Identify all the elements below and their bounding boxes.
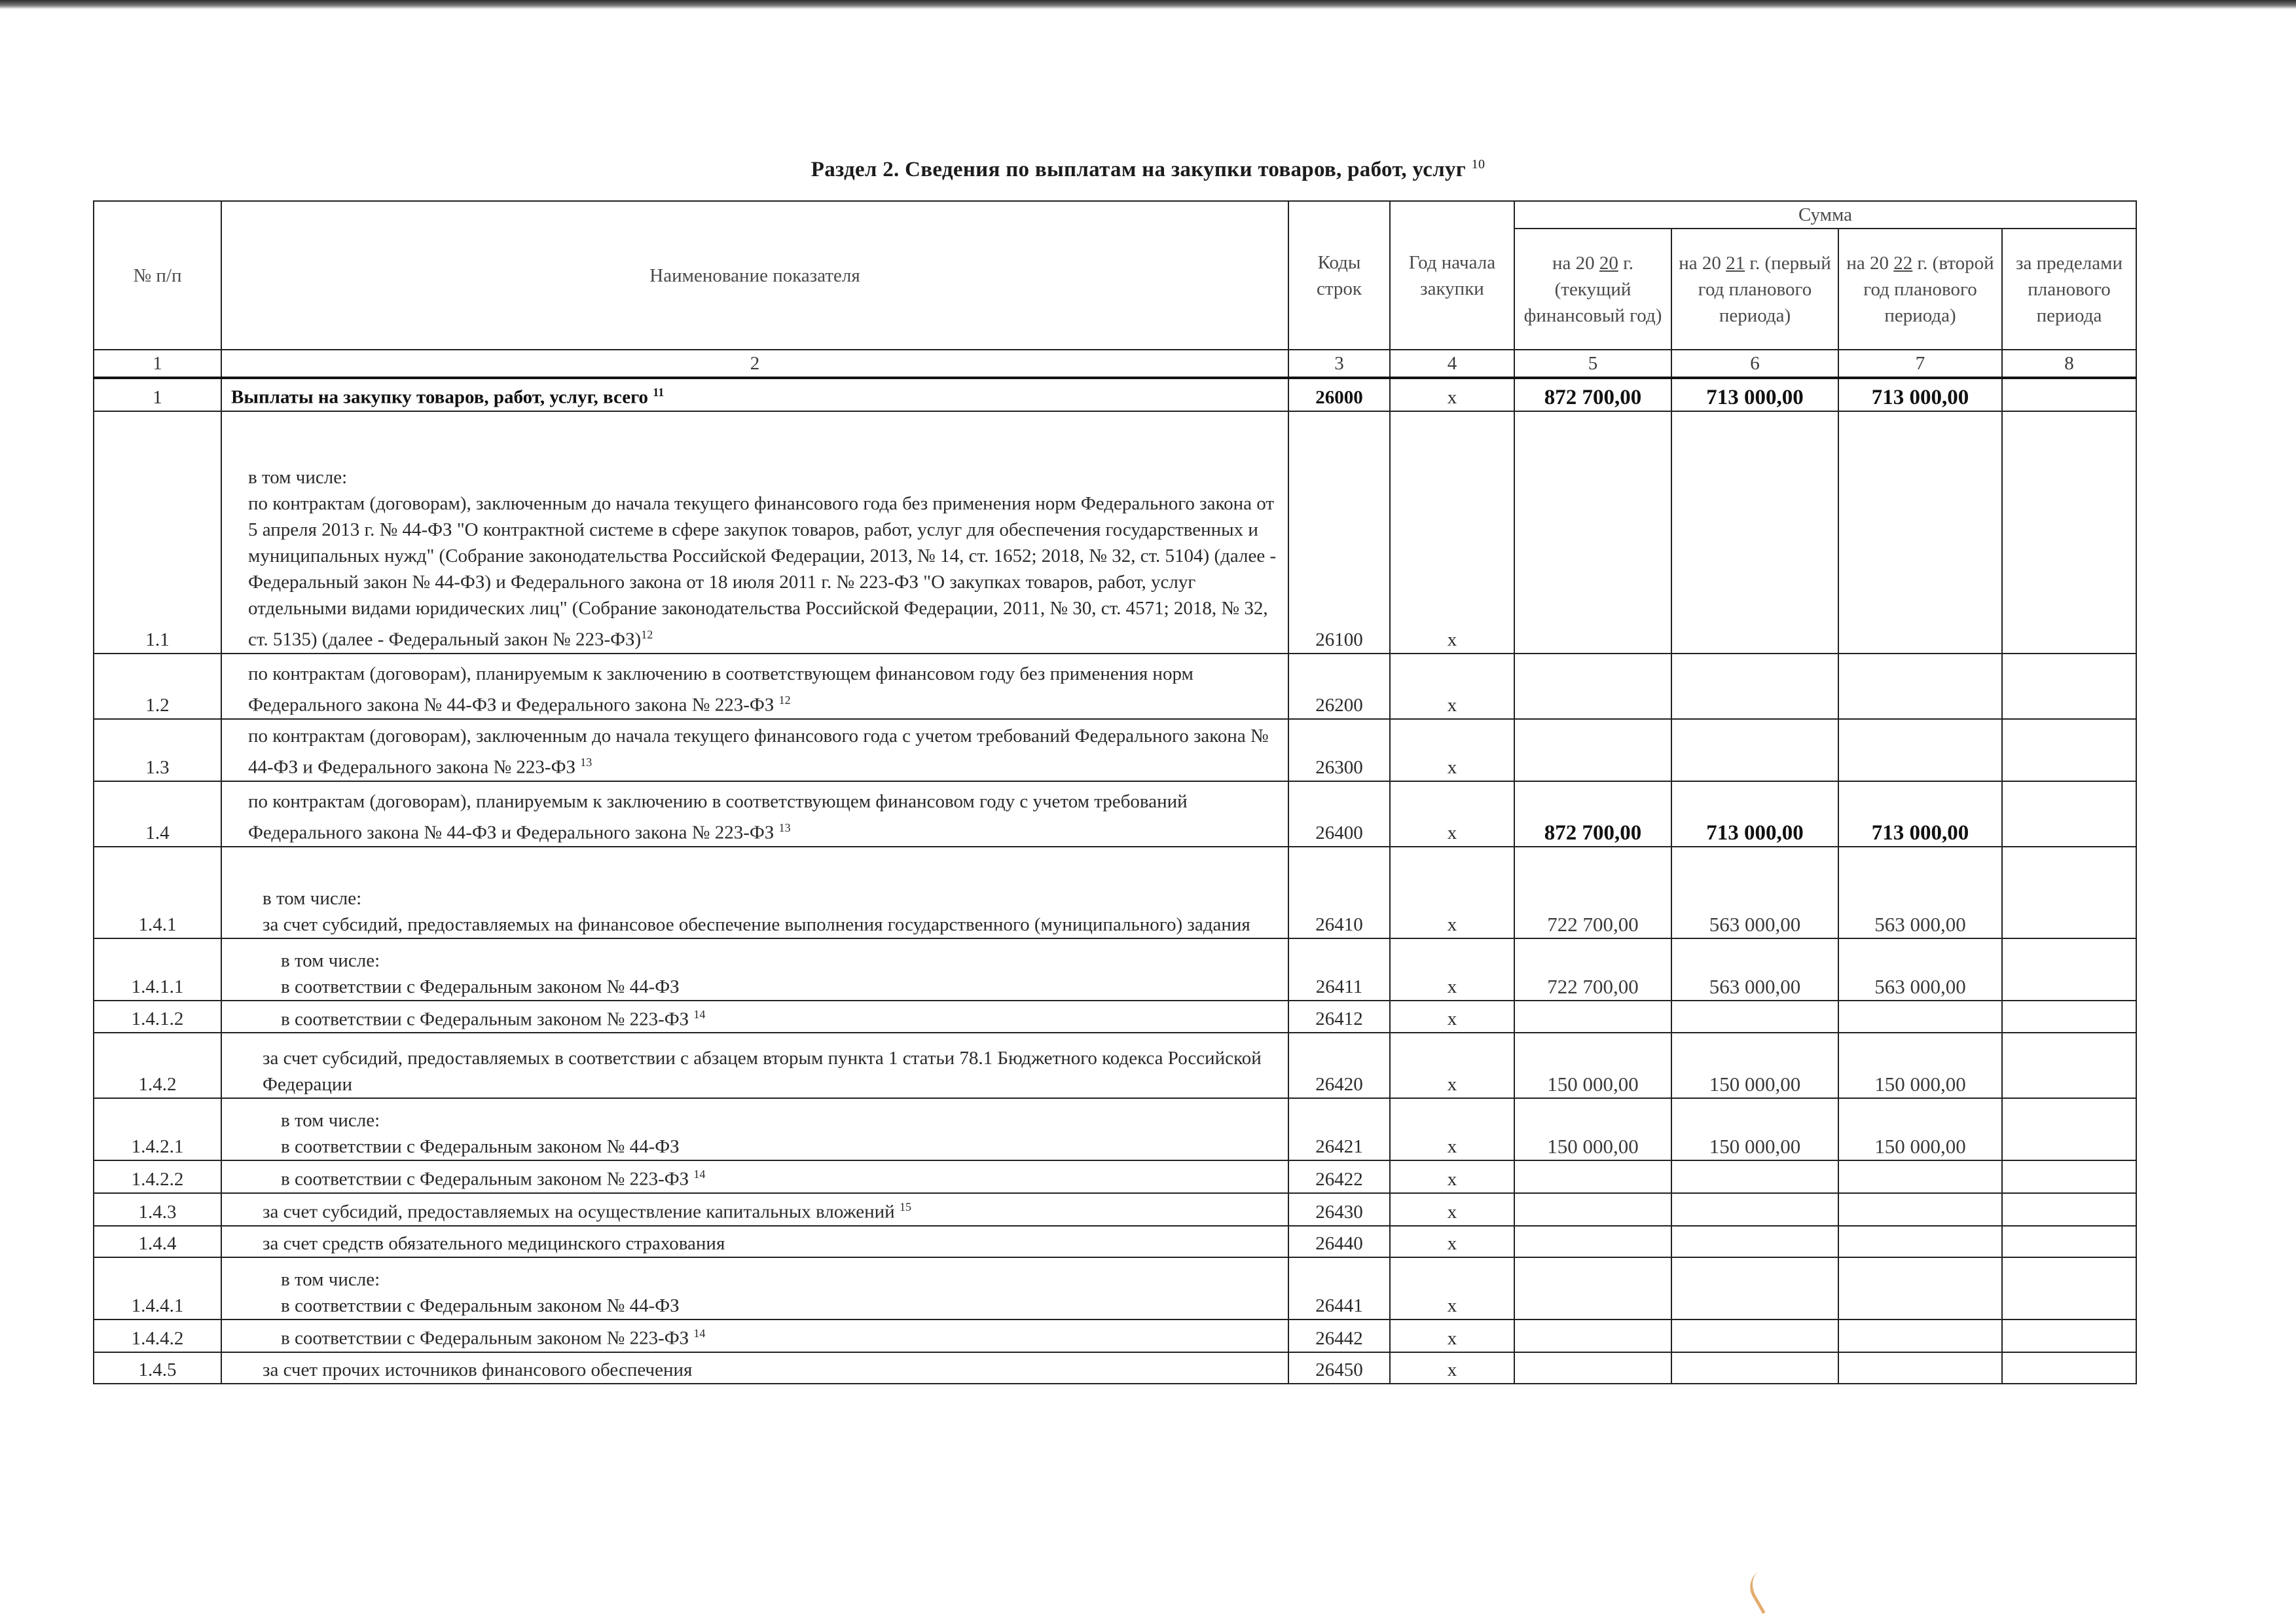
row-sum-beyond: [2002, 1320, 2136, 1352]
scan-edge: [0, 0, 2296, 9]
row-code: 26410: [1288, 847, 1390, 938]
column-number: 7: [1838, 350, 2002, 378]
row-num: 1.4.1.1: [94, 938, 221, 1001]
row-year: x: [1390, 1033, 1514, 1098]
header-col7: на 20 22 г. (второй год планового периода): [1838, 229, 2002, 350]
table-row: [94, 1320, 2136, 1352]
row-sum-2021: [1671, 1160, 1838, 1193]
row-name: по контрактам (договорам), заключенным до начала текущего финансового года с учетом требований Федерального закона № 44-ФЗ и Федерального закона № 223-ФЗ $^{13}$: [221, 719, 1288, 781]
table-row: [94, 847, 2136, 938]
row-sum-2022: [1838, 654, 2002, 719]
row-num: 1.4.1: [94, 847, 221, 938]
row-code: 26450: [1288, 1352, 1390, 1384]
row-sum-2021: [1671, 1226, 1838, 1257]
row-num: 1.2: [94, 654, 221, 719]
row-year: x: [1390, 654, 1514, 719]
table-row: [94, 719, 2136, 781]
column-number: 5: [1514, 350, 1671, 378]
row-sum-2022: 713 000,00: [1838, 378, 2002, 411]
row-sum-2022: 563 000,00: [1838, 847, 2002, 938]
row-sum-beyond: [2002, 719, 2136, 781]
header-codes: Коды строк: [1288, 201, 1390, 350]
row-sum-2022: 150 000,00: [1838, 1098, 2002, 1160]
table-row: [94, 1352, 2136, 1384]
row-code: 26000: [1288, 378, 1390, 411]
title-footnote: 10: [1471, 157, 1485, 172]
row-name: в том числе: в соответствии с Федеральным законом № 44-ФЗ: [221, 1257, 1288, 1320]
row-sum-2020: [1514, 1160, 1671, 1193]
table-row: [94, 1226, 2136, 1257]
row-sum-2020: [1514, 1320, 1671, 1352]
row-name: по контрактам (договорам), планируемым к заключению в соответствующем финансовом году с учетом требований Федерального закона № 44-ФЗ и Федерального закона № 223-ФЗ $^{13}$: [221, 781, 1288, 847]
row-year: x: [1390, 938, 1514, 1001]
row-code: 26441: [1288, 1257, 1390, 1320]
row-num: 1.4.4: [94, 1226, 221, 1257]
table-row: [94, 1098, 2136, 1160]
row-sum-beyond: [2002, 1033, 2136, 1098]
row-sum-2022: [1838, 1160, 2002, 1193]
row-name: за счет субсидий, предоставляемых в соответствии с абзацем вторым пункта 1 статьи 78.1 Бюджетного кодекса Российской Федерации: [221, 1033, 1288, 1098]
row-year: x: [1390, 781, 1514, 847]
row-name: в соответствии с Федеральным законом № 223-ФЗ $^{14}$: [221, 1001, 1288, 1033]
table-row: [94, 781, 2136, 847]
row-code: 26411: [1288, 938, 1390, 1001]
row-num: 1.4.2: [94, 1033, 221, 1098]
row-sum-beyond: [2002, 411, 2136, 654]
row-sum-beyond: [2002, 1352, 2136, 1384]
row-sum-beyond: [2002, 1257, 2136, 1320]
payments-table: [93, 200, 2137, 1384]
row-sum-2020: [1514, 411, 1671, 654]
header-year-start: Год начала закупки: [1390, 201, 1514, 350]
row-name: за счет средств обязательного медицинского страхования: [221, 1226, 1288, 1257]
column-number: 3: [1288, 350, 1390, 378]
row-sum-beyond: [2002, 1226, 2136, 1257]
row-sum-2020: 150 000,00: [1514, 1033, 1671, 1098]
row-year: x: [1390, 378, 1514, 411]
table-row: [94, 938, 2136, 1001]
row-sum-2022: [1838, 411, 2002, 654]
row-code: 26442: [1288, 1320, 1390, 1352]
table-row: [94, 1001, 2136, 1033]
row-num: 1.4.1.2: [94, 1001, 221, 1033]
row-year: x: [1390, 1320, 1514, 1352]
row-num: 1.4.4.2: [94, 1320, 221, 1352]
row-sum-2022: [1838, 719, 2002, 781]
row-code: 26200: [1288, 654, 1390, 719]
row-sum-2022: [1838, 1001, 2002, 1033]
table-row: [94, 1257, 2136, 1320]
row-num: 1.1: [94, 411, 221, 654]
row-sum-2020: [1514, 1257, 1671, 1320]
row-code: 26412: [1288, 1001, 1390, 1033]
row-year: x: [1390, 847, 1514, 938]
ink-mark: [1743, 1568, 1782, 1614]
header-num: № п/п: [94, 201, 221, 350]
row-sum-2022: [1838, 1257, 2002, 1320]
section-title: Раздел 2. Сведения по выплатам на закупки товаров, работ, услуг $^{10}$: [811, 157, 1485, 181]
row-sum-2021: 713 000,00: [1671, 378, 1838, 411]
header-col5: на 20 20 г. (текущий финансовый год): [1514, 229, 1671, 350]
row-sum-2022: [1838, 1226, 2002, 1257]
row-sum-2021: 563 000,00: [1671, 847, 1838, 938]
row-name: по контрактам (договорам), планируемым к заключению в соответствующем финансовом году без применения норм Федерального закона № 44-ФЗ и Федерального закона № 223-ФЗ $^{12}$: [221, 654, 1288, 719]
table-row: [94, 1033, 2136, 1098]
row-sum-2021: 563 000,00: [1671, 938, 1838, 1001]
row-code: 26420: [1288, 1033, 1390, 1098]
row-sum-2021: [1671, 1001, 1838, 1033]
row-code: 26440: [1288, 1226, 1390, 1257]
row-code: 26422: [1288, 1160, 1390, 1193]
header-col8: за пределами планового периода: [2002, 229, 2136, 350]
row-code: 26100: [1288, 411, 1390, 654]
row-sum-beyond: [2002, 1160, 2136, 1193]
row-year: x: [1390, 1193, 1514, 1226]
row-num: 1: [94, 378, 221, 411]
row-num: 1.4.3: [94, 1193, 221, 1226]
row-sum-beyond: [2002, 1001, 2136, 1033]
row-sum-beyond: [2002, 938, 2136, 1001]
row-sum-2020: 872 700,00: [1514, 378, 1671, 411]
row-num: 1.3: [94, 719, 221, 781]
column-number: 1: [94, 350, 221, 378]
row-sum-2021: 150 000,00: [1671, 1033, 1838, 1098]
row-name: за счет субсидий, предоставляемых на осуществление капитальных вложений $^{15}$: [221, 1193, 1288, 1226]
row-sum-2021: [1671, 719, 1838, 781]
row-sum-2022: 713 000,00: [1838, 781, 2002, 847]
row-sum-beyond: [2002, 847, 2136, 938]
table-row: [94, 378, 2136, 411]
row-sum-2020: [1514, 654, 1671, 719]
row-num: 1.4.2.2: [94, 1160, 221, 1193]
row-name: в том числе: по контрактам (договорам), заключенным до начала текущего финансового года без применения норм Федерального закона от 5 апреля 2013 г. № 44-ФЗ "О контрактной системе в сфере закупок товаров, работ, услуг для обеспечения государственных и муниципальных нужд" (Собрание законодательства Российской Федерации, 2013, № 14, ст. 1652; 2018, № 32, ст. 5104) (далее - Федеральный закон № 44-ФЗ) и Федерального закона от 18 июля 2011 г. № 223-ФЗ "О закупках товаров, работ, услуг отдельными видами юридических лиц" (Собрание законодательства Российской Федерации, 2011, № 30, ст. 4571; 2018, № 32, ст. 5135) (далее - Федеральный закон № 223-ФЗ)$^{12}$: [221, 411, 1288, 654]
row-sum-2021: [1671, 1320, 1838, 1352]
row-sum-2020: [1514, 719, 1671, 781]
row-code: 26300: [1288, 719, 1390, 781]
row-code: 26430: [1288, 1193, 1390, 1226]
row-year: x: [1390, 411, 1514, 654]
row-num: 1.4.5: [94, 1352, 221, 1384]
row-name: Выплаты на закупку товаров, работ, услуг, всего $^{11}$: [221, 378, 1288, 411]
row-code: 26421: [1288, 1098, 1390, 1160]
row-year: x: [1390, 1352, 1514, 1384]
row-name: в том числе: в соответствии с Федеральным законом № 44-ФЗ: [221, 938, 1288, 1001]
row-sum-2021: [1671, 654, 1838, 719]
row-sum-2022: 150 000,00: [1838, 1033, 2002, 1098]
row-year: x: [1390, 1226, 1514, 1257]
row-code: 26400: [1288, 781, 1390, 847]
row-sum-2022: [1838, 1352, 2002, 1384]
row-sum-2020: 722 700,00: [1514, 938, 1671, 1001]
row-name: за счет прочих источников финансового обеспечения: [221, 1352, 1288, 1384]
row-sum-2022: [1838, 1320, 2002, 1352]
row-sum-2021: [1671, 1352, 1838, 1384]
table-row: [94, 411, 2136, 654]
row-name: в том числе: за счет субсидий, предоставляемых на финансовое обеспечение выполнения государственного (муниципального) задания: [221, 847, 1288, 938]
row-year: x: [1390, 719, 1514, 781]
table-row: [94, 1193, 2136, 1226]
row-sum-2021: [1671, 411, 1838, 654]
row-sum-beyond: [2002, 654, 2136, 719]
column-number: 8: [2002, 350, 2136, 378]
row-year: x: [1390, 1160, 1514, 1193]
row-sum-2020: 722 700,00: [1514, 847, 1671, 938]
row-num: 1.4.2.1: [94, 1098, 221, 1160]
row-sum-2020: [1514, 1352, 1671, 1384]
row-sum-2021: 150 000,00: [1671, 1098, 1838, 1160]
row-sum-beyond: [2002, 1098, 2136, 1160]
row-num: 1.4: [94, 781, 221, 847]
row-sum-beyond: [2002, 378, 2136, 411]
row-sum-beyond: [2002, 781, 2136, 847]
row-sum-beyond: [2002, 1193, 2136, 1226]
row-year: x: [1390, 1257, 1514, 1320]
row-sum-2022: 563 000,00: [1838, 938, 2002, 1001]
row-sum-2020: 872 700,00: [1514, 781, 1671, 847]
table-row: [94, 654, 2136, 719]
header-sum: Сумма: [1514, 201, 2136, 229]
row-sum-2020: [1514, 1226, 1671, 1257]
row-name: в том числе: в соответствии с Федеральным законом № 44-ФЗ: [221, 1098, 1288, 1160]
column-number: 2: [221, 350, 1288, 378]
row-sum-2022: [1838, 1193, 2002, 1226]
row-sum-2020: 150 000,00: [1514, 1098, 1671, 1160]
row-name: в соответствии с Федеральным законом № 223-ФЗ $^{14}$: [221, 1160, 1288, 1193]
column-number: 6: [1671, 350, 1838, 378]
row-sum-2021: [1671, 1193, 1838, 1226]
row-year: x: [1390, 1098, 1514, 1160]
row-sum-2020: [1514, 1193, 1671, 1226]
row-year: x: [1390, 1001, 1514, 1033]
column-number: 4: [1390, 350, 1514, 378]
row-num: 1.4.4.1: [94, 1257, 221, 1320]
header-name: Наименование показателя: [221, 201, 1288, 350]
table-row: [94, 1160, 2136, 1193]
row-sum-2021: [1671, 1257, 1838, 1320]
row-name: в соответствии с Федеральным законом № 223-ФЗ $^{14}$: [221, 1320, 1288, 1352]
header-col6: на 20 21 г. (первый год планового периода): [1671, 229, 1838, 350]
row-sum-2020: [1514, 1001, 1671, 1033]
row-sum-2021: 713 000,00: [1671, 781, 1838, 847]
